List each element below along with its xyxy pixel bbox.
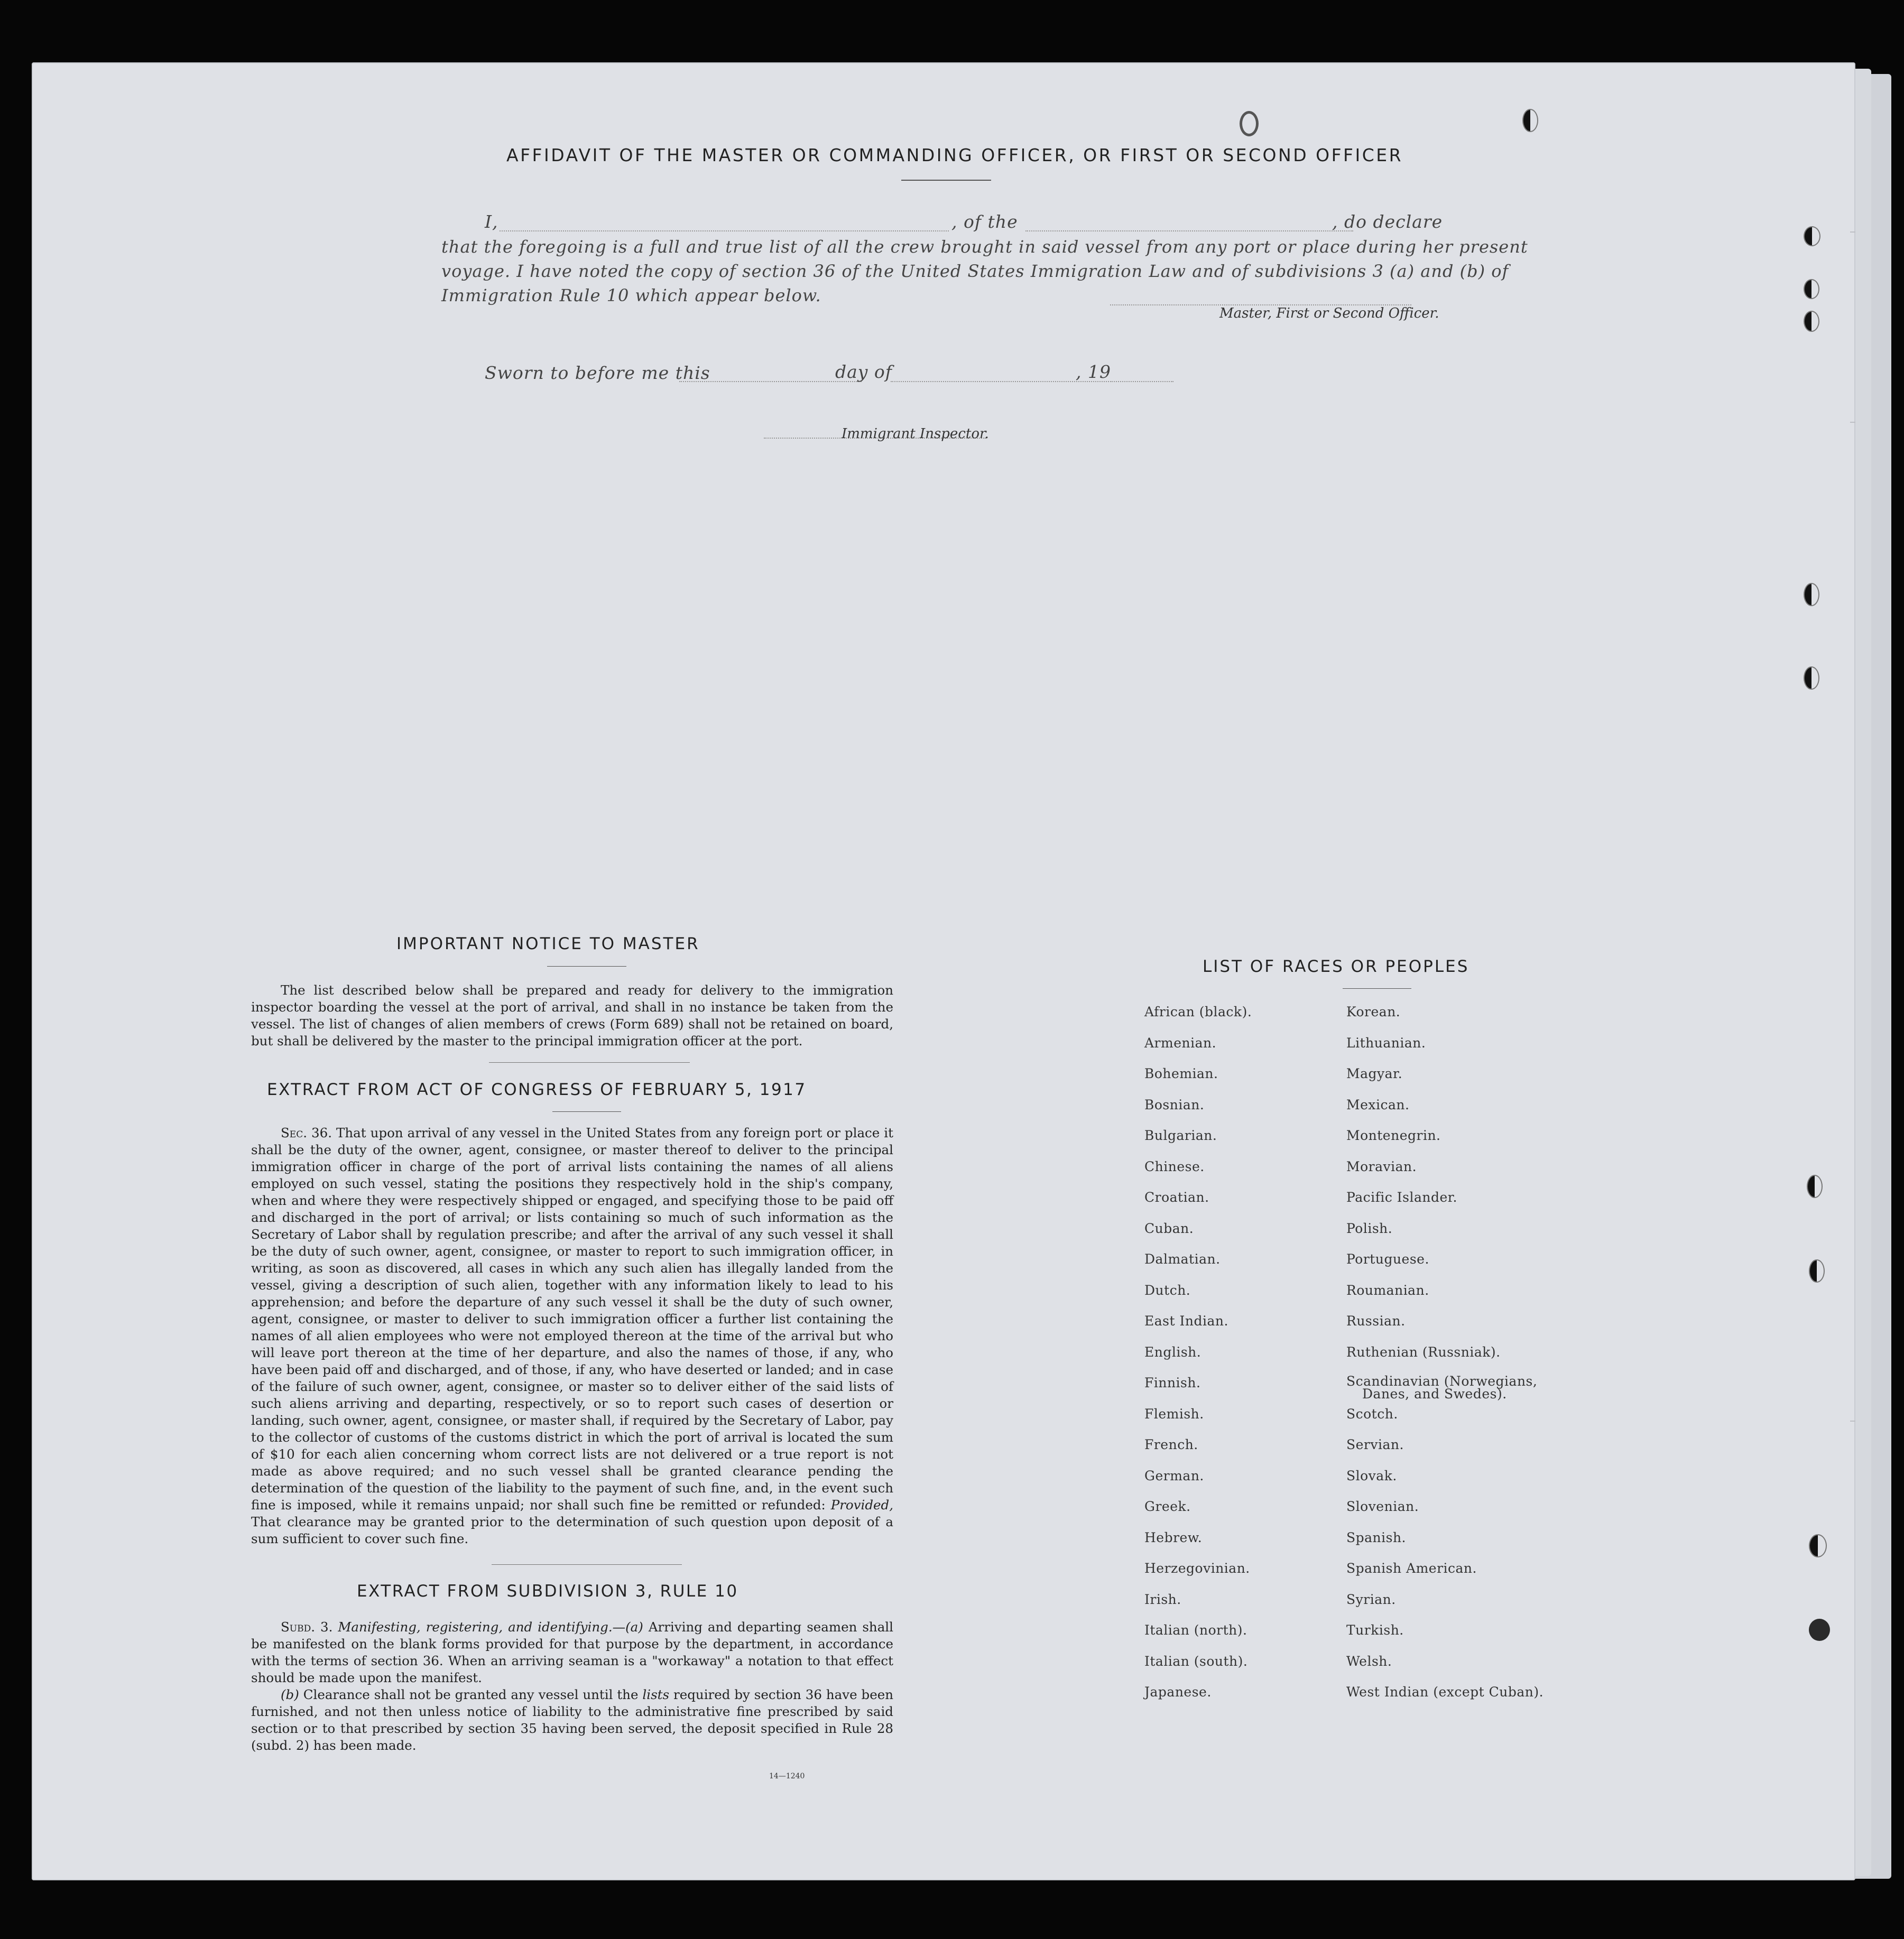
race-list-item: Lithuanian.	[1346, 1035, 1426, 1051]
race-list-item: Mexican.	[1346, 1097, 1410, 1112]
race-list-item: English.	[1144, 1344, 1201, 1360]
act-text-part2: That clearance may be granted prior to the determination of such question upon deposit of a sum sufficient to cover such fine.	[251, 1514, 893, 1546]
page-edge-mark	[1850, 1421, 1855, 1422]
notice-heading: IMPORTANT NOTICE TO MASTER	[396, 934, 700, 953]
subd-title: Manifesting, registering, and identifying.	[338, 1619, 613, 1635]
provided-word: Provided,	[830, 1497, 893, 1513]
form-number: 14—1240	[769, 1772, 805, 1780]
act-extract-text	[251, 1125, 893, 1547]
race-list-item: Servian.	[1346, 1437, 1404, 1452]
para-a-label: —(a)	[612, 1619, 643, 1635]
race-list-item: Irish.	[1144, 1591, 1181, 1607]
race-list-item: Bulgarian.	[1144, 1128, 1217, 1143]
race-list-item: East Indian.	[1144, 1313, 1228, 1329]
punch-hole	[1522, 109, 1538, 132]
subdivision-paragraph-a	[251, 1619, 893, 1686]
race-list-item: Hebrew.	[1144, 1529, 1203, 1545]
race-list-item: Slovak.	[1346, 1468, 1397, 1483]
races-heading-rule	[1343, 988, 1411, 989]
race-list-item: Slovenian.	[1346, 1499, 1419, 1514]
document-page	[32, 62, 1855, 1880]
race-list-item: Roumanian.	[1346, 1282, 1429, 1298]
race-list-item: Bohemian.	[1144, 1066, 1218, 1081]
page-edge-mark	[1850, 422, 1855, 423]
affidavit-line1-i: I,	[485, 211, 498, 232]
race-list-item: Polish.	[1346, 1220, 1393, 1236]
subdivision-text	[251, 1619, 893, 1754]
sec-label: Sec. 36.	[281, 1125, 332, 1140]
races-column-1	[1144, 1004, 1252, 1715]
races-heading: LIST OF RACES OR PEOPLES	[1203, 957, 1469, 976]
race-list-item: Bosnian.	[1144, 1097, 1205, 1112]
race-list-item: Montenegrin.	[1346, 1128, 1441, 1143]
races-column-2	[1346, 1004, 1543, 1715]
race-list-item: Japanese.	[1144, 1684, 1212, 1700]
race-list-item: Herzegovinian.	[1144, 1561, 1250, 1576]
para-b-text1: Clearance shall not be granted any vessel until the	[303, 1687, 639, 1702]
race-list-item: Ruthenian (Russniak).	[1346, 1344, 1501, 1360]
race-list-item: Chinese.	[1144, 1158, 1205, 1174]
sworn-day-field[interactable]	[679, 381, 862, 382]
subdivision-paragraph-b	[251, 1686, 893, 1754]
inspector-label: Immigrant Inspector.	[842, 426, 989, 442]
para-b-lists: lists	[642, 1687, 670, 1702]
act-heading-rule	[552, 1111, 621, 1112]
act-separator	[492, 1564, 682, 1565]
affidavit-line3: voyage. I have noted the copy of section 36 of the United States Immigration Law and of subdivisions 3 (a) and (b) of	[441, 261, 1509, 281]
punch-hole	[1804, 311, 1819, 332]
race-list-item: Italian (north).	[1144, 1622, 1247, 1638]
notice-paragraph: The list described below shall be prepared and ready for delivery to the immigration inspector boarding the vessel at the port of arrival, and shall in no instance be taken from the vessel. The list of changes of alien members of crews (Form 689) shall not be retained on board, but shall be delivered by the master to the principal immigration officer at the port.	[251, 982, 893, 1049]
race-list-item: Syrian.	[1346, 1591, 1396, 1607]
affidavit-line4: Immigration Rule 10 which appear below.	[441, 285, 821, 305]
race-list-item: French.	[1144, 1437, 1198, 1452]
race-list-item: Dutch.	[1144, 1282, 1191, 1298]
punch-hole	[1804, 583, 1819, 606]
race-list-item: African (black).	[1144, 1004, 1252, 1019]
punch-hole-solid	[1809, 1619, 1830, 1641]
day-of-text: day of	[835, 361, 893, 382]
affidavit-heading-rule	[901, 180, 991, 181]
para-a-text: Arriving and departing seamen shall be manifested on the blank forms provided for that purpose by the department, in accordance with the terms of section 36. When an arriving seaman is a "workaway" a notation to that effect should be made upon the manifest.	[251, 1619, 893, 1685]
notice-separator	[489, 1062, 690, 1063]
punch-hole-ring	[1240, 111, 1259, 136]
punch-hole	[1804, 226, 1820, 246]
race-list-item: West Indian (except Cuban).	[1346, 1684, 1544, 1700]
signature-label: Master, First or Second Officer.	[1219, 305, 1439, 321]
affidavit-line1-of-the: , of the	[951, 211, 1018, 232]
race-list-item: German.	[1144, 1468, 1204, 1483]
race-list-item: Welsh.	[1346, 1653, 1392, 1669]
punch-hole	[1807, 1175, 1823, 1198]
race-list-item: Portuguese.	[1346, 1251, 1429, 1267]
race-list-item: Spanish.	[1346, 1529, 1407, 1545]
page-edge-mark	[1850, 231, 1855, 233]
vessel-blank-field[interactable]	[1025, 230, 1353, 231]
act-extract-heading: EXTRACT FROM ACT OF CONGRESS OF FEBRUARY 5, 1917	[267, 1080, 807, 1099]
para-b-label: (b)	[281, 1687, 299, 1702]
race-list-item: Cuban.	[1144, 1220, 1194, 1236]
race-list-item: Korean.	[1346, 1004, 1401, 1019]
name-blank-field[interactable]	[500, 230, 949, 231]
act-extract-paragraph	[251, 1125, 893, 1547]
sworn-text: Sworn to before me this	[485, 363, 710, 383]
race-list-item: Magyar.	[1346, 1066, 1403, 1081]
para-b-text2: required by section 36 have been furnished, and not then unless notice of liability to the administrative fine prescribed by said section or to that prescribed by section 35 having been served, the deposit specified in Rule 28 (subd. 2) has been made.	[251, 1687, 893, 1753]
affidavit-heading: AFFIDAVIT OF THE MASTER OR COMMANDING OFFICER, OR FIRST OR SECOND OFFICER	[506, 145, 1403, 165]
race-list-item: Spanish American.	[1346, 1561, 1477, 1576]
act-text-part1: That upon arrival of any vessel in the United States from any foreign port or place it shall be the duty of the owner, agent, consignee, or master thereof to deliver to the principal immigration officer in charge of the port of arrival lists containing the names of all aliens employed on such vessel, stating the positions they respectively hold in the ship's company, when and where they were respectively shipped or engaged, and specifying those to be paid off and discharged in the port of arrival; or lists containing so much of such information as the Secretary of Labor shall by regulation prescribe; and after the arrival of any such vessel it shall be the duty of such owner, agent, consignee, or master to report to such immigration officer, in writing, as soon as discovered, all cases in which any such alien has illegally landed from the vessel, giving a description of such alien, together with any information likely to lead to his apprehension; and before the departure of any such vessel it shall be the duty of such owner, agent, consignee, or master to deliver to such immigration officer a further list containing the names of all alien employees who were not employed thereon at the time of the arrival but who will leave port thereon at the time of her departure, and also the names of those, if any, who have been paid off and discharged, and of those, if any, who have deserted or landed; and in case of the failure of such owner, agent, consignee, or master so to deliver either of the said lists of such aliens arriving and departing, respectively, or so to report such cases of desertion or landing, such owner, agent, consignee, or master shall, if required by the Secretary of Labor, pay to the collector of customs of the customs district in which the port of arrival is located the sum of $10 for each alien concerning whom correct lists are not delivered or a true report is not made as above required; and no such vessel shall be granted clearance pending the determination of the question of the liability to the payment of such fine, and, in the event such fine is imposed, while it remains unpaid; nor shall such fine be remitted or refunded:	[251, 1125, 893, 1513]
race-list-item: Scandinavian (Norwegians, Danes, and Swedes).	[1346, 1375, 1543, 1400]
race-list-item-continuation: Danes, and Swedes).	[1362, 1386, 1507, 1402]
year-prefix-text: , 19	[1076, 361, 1111, 382]
punch-hole	[1804, 666, 1819, 690]
sworn-year-field[interactable]	[1110, 381, 1173, 382]
race-list-item: Finnish.	[1144, 1375, 1201, 1390]
punch-hole	[1809, 1534, 1827, 1557]
punch-hole	[1809, 1259, 1825, 1283]
race-list-item: Croatian.	[1144, 1190, 1209, 1205]
race-list-item: Flemish.	[1144, 1406, 1204, 1422]
race-list-item: Moravian.	[1346, 1158, 1417, 1174]
race-list-item: Scotch.	[1346, 1406, 1398, 1422]
notice-heading-rule	[547, 966, 626, 967]
affidavit-line1-do-declare: , do declare	[1332, 211, 1443, 232]
race-list-item: Italian (south).	[1144, 1653, 1248, 1669]
race-list-item: Armenian.	[1144, 1035, 1217, 1051]
subd-label: Subd. 3.	[281, 1619, 333, 1635]
race-list-item: Russian.	[1346, 1313, 1406, 1329]
race-list-item: Turkish.	[1346, 1622, 1404, 1638]
notice-text	[251, 982, 893, 1050]
punch-hole	[1804, 279, 1819, 299]
affidavit-line2: that the foregoing is a full and true list of all the crew brought in said vessel from any port or place during her present	[441, 237, 1528, 257]
subdivision-heading: EXTRACT FROM SUBDIVISION 3, RULE 10	[357, 1582, 738, 1601]
race-list-item: Pacific Islander.	[1346, 1190, 1457, 1205]
race-list-item: Dalmatian.	[1144, 1251, 1221, 1267]
race-list-item: Greek.	[1144, 1499, 1191, 1514]
